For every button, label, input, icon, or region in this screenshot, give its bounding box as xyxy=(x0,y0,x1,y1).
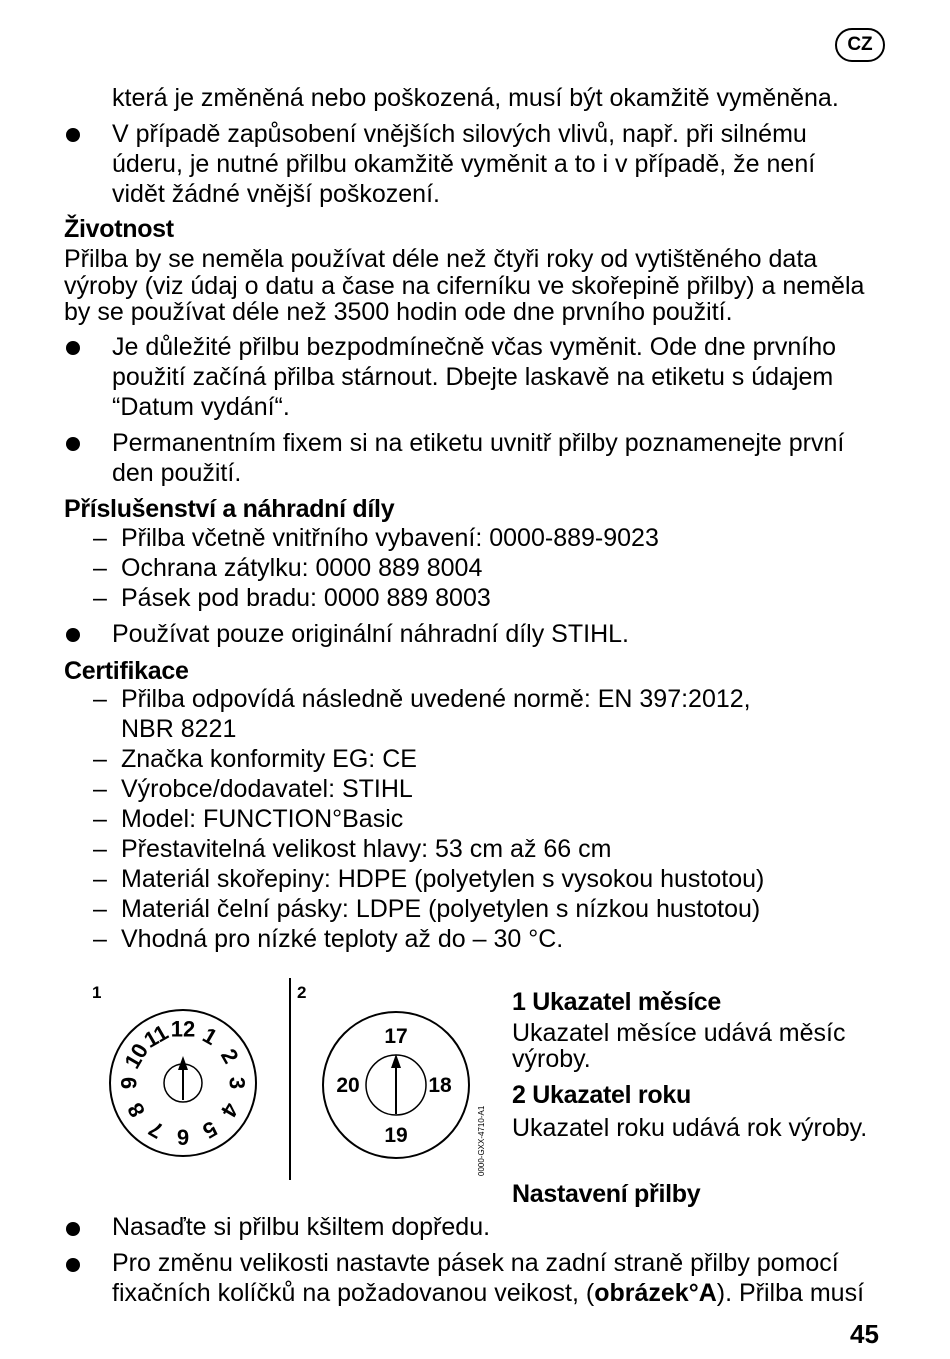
month-dial-number: 8 xyxy=(122,1098,151,1122)
month-dial-number: 5 xyxy=(198,1115,222,1144)
certification-list xyxy=(93,684,764,954)
month-dial-number: 1 xyxy=(198,1022,222,1051)
year-dial-number-left: 20 xyxy=(336,1074,360,1097)
month-dial xyxy=(100,1000,280,1180)
intro-continuation: která je změněná nebo poškozená, musí být okamžitě vyměněna. xyxy=(112,84,839,112)
dash-marker: – xyxy=(93,865,107,893)
list-item: – Přilba včetně vnitřního vybavení: 0000-889-9023 xyxy=(93,524,659,552)
list-item: – Model: FUNCTION°Basic xyxy=(93,805,404,833)
dash-marker: – xyxy=(93,745,107,773)
language-badge: CZ xyxy=(835,28,885,62)
year-dial-number-right: 18 xyxy=(428,1074,452,1097)
adjust-bullet-1: Nasaďte si přilbu kšiltem dopředu. xyxy=(112,1213,491,1241)
arrow-up-icon xyxy=(391,1054,401,1068)
text-line: Přilba by se neměla používat déle než čtyři roky od vytištěného data xyxy=(64,245,818,273)
arrow-up-icon xyxy=(178,1056,188,1070)
month-dial-number: 12 xyxy=(170,1016,196,1042)
lifespan-bullet-1 xyxy=(112,332,836,422)
dash-marker: – xyxy=(93,835,107,863)
text-line: výroby. xyxy=(512,1045,591,1073)
list-item: – Výrobce/dodavatel: STIHL xyxy=(93,775,413,803)
legend-item1-title: 1 Ukazatel měsíce xyxy=(512,988,721,1016)
list-item: – Ochrana zátylku: 0000 889 8004 xyxy=(93,554,483,582)
month-dial-number: 3 xyxy=(224,1076,250,1090)
section-heading-adjust: Nastavení přilby xyxy=(512,1180,701,1208)
bullet-dot xyxy=(66,128,80,142)
dash-marker: – xyxy=(93,584,107,612)
intro-bullet-text xyxy=(112,119,815,209)
list-item: – Materiál čelní pásky: LDPE (polyetylen s nízkou hustotou) xyxy=(93,895,761,923)
lifespan-bullet-2 xyxy=(112,428,844,488)
text-line: výroby (viz údaj o datu a čase na ciferníku ve skořepině přilby) a neměla xyxy=(64,271,865,300)
text-line: Je důležité přilbu bezpodmínečně včas vyměnit. Ode dne prvního xyxy=(112,333,837,361)
text-line: Ukazatel měsíce udává měsíc xyxy=(512,1019,846,1047)
text-line: den použití. xyxy=(112,459,242,487)
adjust-bullet-2 xyxy=(112,1248,864,1308)
text-line: použití začíná přilba stárnout. Dbejte laskavě na etiketu s údajem xyxy=(112,363,834,391)
page-number: 45 xyxy=(850,1319,879,1349)
month-dial-number: 7 xyxy=(144,1115,168,1144)
list-item: – Pásek pod bradu: 0000 889 8003 xyxy=(93,584,491,612)
figure-label-1: 1 xyxy=(92,983,102,1002)
text-line: vidět žádné vnější poškození. xyxy=(112,180,440,208)
dash-marker: – xyxy=(93,895,107,923)
text-line: by se používat déle než 3500 hodin ode dne prvního použití. xyxy=(64,298,733,326)
month-dial-number: 4 xyxy=(215,1098,244,1122)
bullet-dot xyxy=(66,1258,80,1272)
list-item: – Vhodná pro nízké teploty až do – 30 °C. xyxy=(93,925,564,953)
section-heading-accessories: Příslušenství a náhradní díly xyxy=(64,495,395,523)
month-dial-number: 9 xyxy=(116,1076,142,1090)
year-dial xyxy=(318,1002,488,1172)
dash-marker: – xyxy=(93,775,107,803)
year-dial-number-bottom: 19 xyxy=(384,1124,408,1147)
text-line: Permanentním fixem si na etiketu uvnitř přilby poznamenejte první xyxy=(112,429,845,457)
legend-item2-title: 2 Ukazatel roku xyxy=(512,1081,691,1109)
list-item: – Materiál skořepiny: HDPE (polyetylen s vysokou hustotou) xyxy=(93,865,765,893)
month-dial-number: 11 xyxy=(139,1019,173,1053)
figure-label-2: 2 xyxy=(297,983,307,1002)
image-code: 0000-GXX-4710-A1 xyxy=(477,1105,486,1176)
year-dial-number-top: 17 xyxy=(384,1025,408,1048)
accessories-bullet: Používat pouze originální náhradní díly STIHL. xyxy=(112,620,629,648)
month-dial-number: 10 xyxy=(119,1039,154,1073)
month-dial-number: 6 xyxy=(176,1124,190,1150)
bullet-dot xyxy=(66,341,80,355)
text-line: Pro změnu velikosti nastavte pásek na zadní straně přilby pomocí xyxy=(112,1249,839,1277)
bullet-dot xyxy=(66,628,80,642)
dash-marker: – xyxy=(93,925,107,953)
dash-marker: – xyxy=(93,805,107,833)
bullet-dot xyxy=(66,437,80,451)
legend-item1-text xyxy=(512,1020,845,1072)
list-item: – Značka konformity EG: CE xyxy=(93,745,417,773)
section-heading-certification: Certifikace xyxy=(64,657,189,685)
figure-divider xyxy=(289,978,291,1180)
bullet-dot xyxy=(66,1222,80,1236)
text-line: úderu, je nutné přilbu okamžitě vyměnit a to i v případě, že není xyxy=(112,150,816,178)
accessories-list xyxy=(93,523,659,613)
legend-item2-text: Ukazatel roku udává rok výroby. xyxy=(512,1114,868,1142)
dash-marker: – xyxy=(93,524,107,552)
figure-reference: obrázek°A xyxy=(594,1279,717,1307)
section-heading-lifespan: Životnost xyxy=(64,215,174,243)
text-line: fixačních kolíčků na požadovanou veikost, (obrázek°A). Přilba musí xyxy=(112,1279,865,1307)
text-line: “Datum vydání“. xyxy=(112,393,290,421)
list-item: – Přilba odpovídá následně uvedené normě: EN 397:2012, NBR 8221 xyxy=(93,685,751,743)
text-line: V případě zapůsobení vnějších silových vlivů, např. při silnému xyxy=(112,120,807,148)
lifespan-paragraph xyxy=(64,246,864,326)
month-dial-number: 2 xyxy=(215,1044,244,1068)
dash-marker: – xyxy=(93,554,107,582)
dash-marker: – xyxy=(93,685,107,713)
list-item: – Přestavitelná velikost hlavy: 53 cm až 66 cm xyxy=(93,835,612,863)
